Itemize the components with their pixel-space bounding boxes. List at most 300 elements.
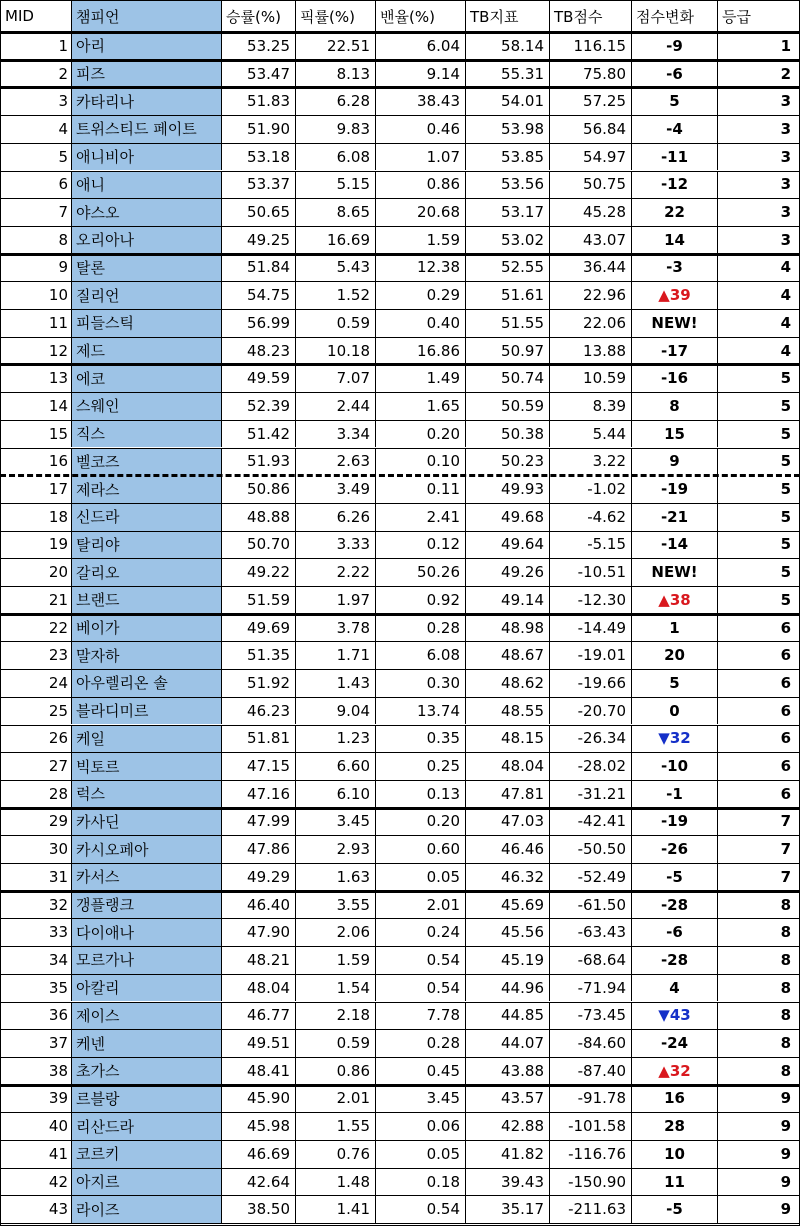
tier-cell: 6 [780,784,791,803]
mid-cell: 31 [0,863,72,891]
tb-index-cell: 47.81 [466,780,550,808]
tb-index-cell: 50.97 [466,337,550,365]
tb-score-cell: 54.97 [550,143,632,171]
winrate-cell: 51.83 [222,87,296,115]
score-change-cell: ▲38 [632,586,718,614]
mid-cell: 42 [0,1168,72,1196]
mid-cell: 24 [0,669,72,697]
mid-cell: 37 [0,1029,72,1057]
banrate-cell: 9.14 [376,60,466,88]
mid-cell: 40 [0,1112,72,1140]
banrate-cell: 0.20 [376,808,466,836]
table-row[interactable] [0,946,800,974]
table-row[interactable] [0,641,800,669]
tb-index-cell: 48.15 [466,725,550,753]
table-row[interactable] [0,198,800,226]
tb-score-cell: -150.90 [550,1168,632,1196]
table-row[interactable] [0,87,800,115]
table-row[interactable] [0,558,800,586]
champion-cell: 피들스틱 [72,309,222,337]
row-divider [0,420,800,421]
header-tb-index[interactable]: TB지표 [466,0,550,32]
pickrate-cell: 1.55 [296,1112,376,1140]
score-change-cell: 0 [632,697,718,725]
pickrate-cell: 2.93 [296,835,376,863]
header-tier[interactable]: 등급 [718,0,800,32]
tb-index-cell: 47.03 [466,808,550,836]
table-row[interactable] [0,1140,800,1168]
mid-cell: 23 [0,641,72,669]
table-row[interactable] [0,974,800,1002]
row-divider [0,115,800,116]
tb-score-cell: -14.49 [550,614,632,642]
score-change-cell: 20 [632,641,718,669]
row-divider [0,586,800,587]
row-divider [0,1084,800,1087]
tier-cell: 1 [780,36,791,55]
champion-cell: 갈리오 [72,558,222,586]
header-row [0,0,800,32]
table-row[interactable] [0,171,800,199]
banrate-cell: 0.35 [376,725,466,753]
table-row[interactable] [0,281,800,309]
winrate-cell: 46.40 [222,891,296,919]
champion-cell: 초가스 [72,1057,222,1085]
tier-cell: 8 [780,1006,791,1025]
winrate-cell: 47.99 [222,808,296,836]
winrate-cell: 38.50 [222,1195,296,1223]
tb-index-cell: 49.14 [466,586,550,614]
tier-cell: 6 [780,646,791,665]
champion-cell: 에코 [72,364,222,392]
score-change-cell: -17 [632,337,718,365]
tier-cell: 4 [780,341,791,360]
banrate-cell: 3.45 [376,1085,466,1113]
row-divider [0,171,800,172]
banrate-cell: 12.38 [376,254,466,282]
champion-cell: 애니 [72,171,222,199]
row-divider [0,392,800,393]
winrate-cell: 50.86 [222,475,296,503]
pickrate-cell: 0.76 [296,1140,376,1168]
table-row[interactable] [0,586,800,614]
winrate-cell: 51.84 [222,254,296,282]
table-row[interactable] [0,226,800,254]
row-divider [0,226,800,227]
mid-cell: 2 [0,60,72,88]
score-change-cell: -19 [632,808,718,836]
winrate-cell: 53.37 [222,171,296,199]
table-row[interactable] [0,531,800,559]
banrate-cell: 2.41 [376,503,466,531]
tb-index-cell: 50.59 [466,392,550,420]
tier-cell: 6 [780,757,791,776]
tier-cell: 8 [780,1061,791,1080]
winrate-cell: 48.21 [222,946,296,974]
tier-cell: 5 [780,424,791,443]
pickrate-cell: 1.23 [296,725,376,753]
row-divider [0,337,800,338]
champion-cell: 브랜드 [72,586,222,614]
pickrate-cell: 5.43 [296,254,376,282]
mid-cell: 4 [0,115,72,143]
score-change-cell: -6 [632,918,718,946]
champion-cell: 벨코즈 [72,448,222,476]
banrate-cell: 0.05 [376,1140,466,1168]
table-row[interactable] [0,1195,800,1223]
tb-index-cell: 49.93 [466,475,550,503]
score-change-cell: NEW! [632,309,718,337]
winrate-cell: 48.23 [222,337,296,365]
dashed-divider [0,474,800,477]
winrate-cell: 52.39 [222,392,296,420]
champion-cell: 피즈 [72,60,222,88]
tb-score-cell: -71.94 [550,974,632,1002]
table-row[interactable] [0,891,800,919]
row-divider [0,835,800,836]
tb-index-cell: 54.01 [466,87,550,115]
score-change-cell: -24 [632,1029,718,1057]
winrate-cell: 45.98 [222,1112,296,1140]
banrate-cell: 1.65 [376,392,466,420]
banrate-cell: 2.01 [376,891,466,919]
table-row[interactable] [0,309,800,337]
tb-index-cell: 53.56 [466,171,550,199]
champion-cell: 아리 [72,32,222,60]
tier-cell: 8 [780,950,791,969]
table-row[interactable] [0,448,800,476]
row-divider [0,918,800,919]
winrate-cell: 50.65 [222,198,296,226]
banrate-cell: 38.43 [376,87,466,115]
champion-cell: 다이애나 [72,918,222,946]
tier-cell: 3 [780,92,791,111]
champion-cell: 직스 [72,420,222,448]
banrate-cell: 0.12 [376,531,466,559]
score-change-cell: 5 [632,87,718,115]
winrate-cell: 51.90 [222,115,296,143]
tb-index-cell: 48.62 [466,669,550,697]
winrate-cell: 42.64 [222,1168,296,1196]
tier-cell: 9 [780,1089,791,1108]
tier-cell: 4 [780,286,791,305]
banrate-cell: 7.78 [376,1002,466,1030]
header-tb-score[interactable]: TB점수 [550,0,632,32]
pickrate-cell: 1.59 [296,946,376,974]
mid-cell: 30 [0,835,72,863]
banrate-cell: 0.54 [376,946,466,974]
table-row[interactable] [0,32,800,60]
table-row[interactable] [0,364,800,392]
mid-cell: 26 [0,725,72,753]
pickrate-cell: 0.86 [296,1057,376,1085]
score-change-cell: -12 [632,171,718,199]
tier-cell: 4 [780,258,791,277]
row-divider [0,31,800,34]
mid-cell: 9 [0,254,72,282]
banrate-cell: 13.74 [376,697,466,725]
winrate-cell: 48.04 [222,974,296,1002]
table-row[interactable] [0,420,800,448]
score-change-cell: 14 [632,226,718,254]
table-row[interactable] [0,697,800,725]
mid-cell: 36 [0,1002,72,1030]
row-divider [0,780,800,781]
table-row[interactable] [0,752,800,780]
mid-cell: 43 [0,1195,72,1223]
winrate-cell: 51.92 [222,669,296,697]
banrate-cell: 0.30 [376,669,466,697]
mid-cell: 6 [0,171,72,199]
row-divider [0,198,800,199]
champion-cell: 아지르 [72,1168,222,1196]
champion-cell: 신드라 [72,503,222,531]
tb-score-cell: -4.62 [550,503,632,531]
table-row[interactable] [0,475,800,503]
banrate-cell: 6.08 [376,641,466,669]
pickrate-cell: 3.49 [296,475,376,503]
tb-score-cell: -26.34 [550,725,632,753]
score-change-cell: -4 [632,115,718,143]
tb-index-cell: 50.74 [466,364,550,392]
tb-score-cell: 43.07 [550,226,632,254]
tb-index-cell: 45.69 [466,891,550,919]
tier-cell: 6 [780,618,791,637]
table-row[interactable] [0,254,800,282]
tb-score-cell: 22.96 [550,281,632,309]
tb-index-cell: 55.31 [466,60,550,88]
score-change-cell: 28 [632,1112,718,1140]
champion-cell: 제라스 [72,475,222,503]
pickrate-cell: 6.10 [296,780,376,808]
header-pickrate[interactable]: 픽률(%) [296,0,376,32]
tb-score-cell: -63.43 [550,918,632,946]
pickrate-cell: 2.44 [296,392,376,420]
table-row[interactable] [0,1112,800,1140]
tb-index-cell: 46.32 [466,863,550,891]
tb-score-cell: -101.58 [550,1112,632,1140]
table-row[interactable] [0,669,800,697]
row-divider [0,503,800,504]
score-change-cell: -11 [632,143,718,171]
tb-score-cell: 50.75 [550,171,632,199]
score-change-cell: -28 [632,891,718,919]
tb-index-cell: 45.56 [466,918,550,946]
score-change-cell: -28 [632,946,718,974]
mid-cell: 21 [0,586,72,614]
row-divider [0,253,800,256]
row-divider [0,1195,800,1196]
mid-cell: 17 [0,475,72,503]
table-row[interactable] [0,60,800,88]
row-divider [0,448,800,449]
tb-index-cell: 53.17 [466,198,550,226]
mid-cell: 10 [0,281,72,309]
header-banrate[interactable]: 밴율(%) [376,0,466,32]
pickrate-cell: 8.65 [296,198,376,226]
banrate-cell: 0.46 [376,115,466,143]
tb-score-cell: 36.44 [550,254,632,282]
tb-score-cell: -116.76 [550,1140,632,1168]
champion-cell: 케일 [72,725,222,753]
table-row[interactable] [0,1057,800,1085]
winrate-cell: 51.42 [222,420,296,448]
table-row[interactable] [0,337,800,365]
tb-score-cell: 22.06 [550,309,632,337]
tier-cell: 6 [780,701,791,720]
table-row[interactable] [0,725,800,753]
header-champion[interactable]: 챔피언 [72,0,222,32]
banrate-cell: 0.20 [376,420,466,448]
table-row[interactable] [0,503,800,531]
pickrate-cell: 8.13 [296,60,376,88]
tb-score-cell: -1.02 [550,475,632,503]
table-row[interactable] [0,143,800,171]
score-change-cell: 8 [632,392,718,420]
mid-cell: 27 [0,752,72,780]
tier-cell: 2 [780,64,791,83]
score-change-cell: 22 [632,198,718,226]
row-divider [0,613,800,616]
winrate-cell: 51.81 [222,725,296,753]
tb-index-cell: 50.38 [466,420,550,448]
table-row[interactable] [0,1168,800,1196]
tier-cell: 5 [780,452,791,471]
tier-cell: 5 [780,590,791,609]
pickrate-cell: 0.59 [296,1029,376,1057]
tier-cell: 3 [780,203,791,222]
tb-score-cell: -19.66 [550,669,632,697]
score-change-cell: 5 [632,669,718,697]
score-change-cell: -5 [632,1195,718,1223]
banrate-cell: 1.07 [376,143,466,171]
tb-index-cell: 51.61 [466,281,550,309]
tier-cell: 3 [780,175,791,194]
banrate-cell: 0.05 [376,863,466,891]
champion-cell: 카사딘 [72,808,222,836]
tier-cell: 3 [780,119,791,138]
tier-cell: 9 [780,1200,791,1219]
score-change-cell: 15 [632,420,718,448]
tb-index-cell: 35.17 [466,1195,550,1223]
winrate-cell: 47.90 [222,918,296,946]
tier-cell: 8 [780,895,791,914]
champion-cell: 트위스티드 페이트 [72,115,222,143]
table-row[interactable] [0,863,800,891]
tb-index-cell: 43.88 [466,1057,550,1085]
tb-score-cell: -50.50 [550,835,632,863]
score-change-cell: -3 [632,254,718,282]
mid-cell: 12 [0,337,72,365]
champion-cell: 제드 [72,337,222,365]
table-row[interactable] [0,1029,800,1057]
mid-cell: 39 [0,1085,72,1113]
pickrate-cell: 5.15 [296,171,376,199]
winrate-cell: 50.70 [222,531,296,559]
champion-cell: 리산드라 [72,1112,222,1140]
tier-cell: 3 [780,147,791,166]
header-mid[interactable]: MID [0,0,72,32]
score-change-cell: -1 [632,780,718,808]
row-divider [0,1223,800,1224]
pickrate-cell: 1.71 [296,641,376,669]
champion-cell: 제이스 [72,1002,222,1030]
header-winrate[interactable]: 승률(%) [222,0,296,32]
pickrate-cell: 3.45 [296,808,376,836]
table-row[interactable] [0,1085,800,1113]
score-change-cell: ▼32 [632,725,718,753]
banrate-cell: 6.04 [376,32,466,60]
pickrate-cell: 10.18 [296,337,376,365]
winrate-cell: 56.99 [222,309,296,337]
banrate-cell: 0.24 [376,918,466,946]
tier-cell: 6 [780,673,791,692]
tb-index-cell: 42.88 [466,1112,550,1140]
champion-cell: 아칼리 [72,974,222,1002]
tb-score-cell: -5.15 [550,531,632,559]
banrate-cell: 16.86 [376,337,466,365]
row-divider [0,143,800,144]
champion-cell: 질리언 [72,281,222,309]
tb-index-cell: 48.67 [466,641,550,669]
winrate-cell: 51.93 [222,448,296,476]
tier-cell: 5 [780,507,791,526]
table-row[interactable] [0,1002,800,1030]
row-divider [0,863,800,864]
tier-cell: 9 [780,1172,791,1191]
pickrate-cell: 16.69 [296,226,376,254]
banrate-cell: 1.59 [376,226,466,254]
winrate-cell: 47.15 [222,752,296,780]
winrate-cell: 48.41 [222,1057,296,1085]
table-row[interactable] [0,835,800,863]
banrate-cell: 0.13 [376,780,466,808]
banrate-cell: 50.26 [376,558,466,586]
champion-cell: 탈리야 [72,531,222,559]
mid-cell: 5 [0,143,72,171]
score-change-cell: -5 [632,863,718,891]
champion-cell: 애니비아 [72,143,222,171]
tb-score-cell: 5.44 [550,420,632,448]
pickrate-cell: 9.04 [296,697,376,725]
tb-index-cell: 49.64 [466,531,550,559]
score-change-cell: -19 [632,475,718,503]
table-row[interactable] [0,614,800,642]
tier-cell: 5 [780,535,791,554]
table-row[interactable] [0,918,800,946]
table-row[interactable] [0,115,800,143]
row-divider [0,669,800,670]
winrate-cell: 47.86 [222,835,296,863]
tb-score-cell: 3.22 [550,448,632,476]
row-divider [0,1057,800,1058]
pickrate-cell: 9.83 [296,115,376,143]
score-change-cell: 16 [632,1085,718,1113]
table-row[interactable] [0,780,800,808]
banrate-cell: 0.29 [376,281,466,309]
tier-cell: 7 [780,867,791,886]
table-row[interactable] [0,808,800,836]
champion-cell: 럭스 [72,780,222,808]
header-score-change[interactable]: 점수변화 [632,0,718,32]
row-divider [0,1168,800,1169]
tb-score-cell: -68.64 [550,946,632,974]
tb-score-cell: 75.80 [550,60,632,88]
row-divider [0,890,800,893]
tb-index-cell: 53.02 [466,226,550,254]
pickrate-cell: 7.07 [296,364,376,392]
table-row[interactable] [0,392,800,420]
